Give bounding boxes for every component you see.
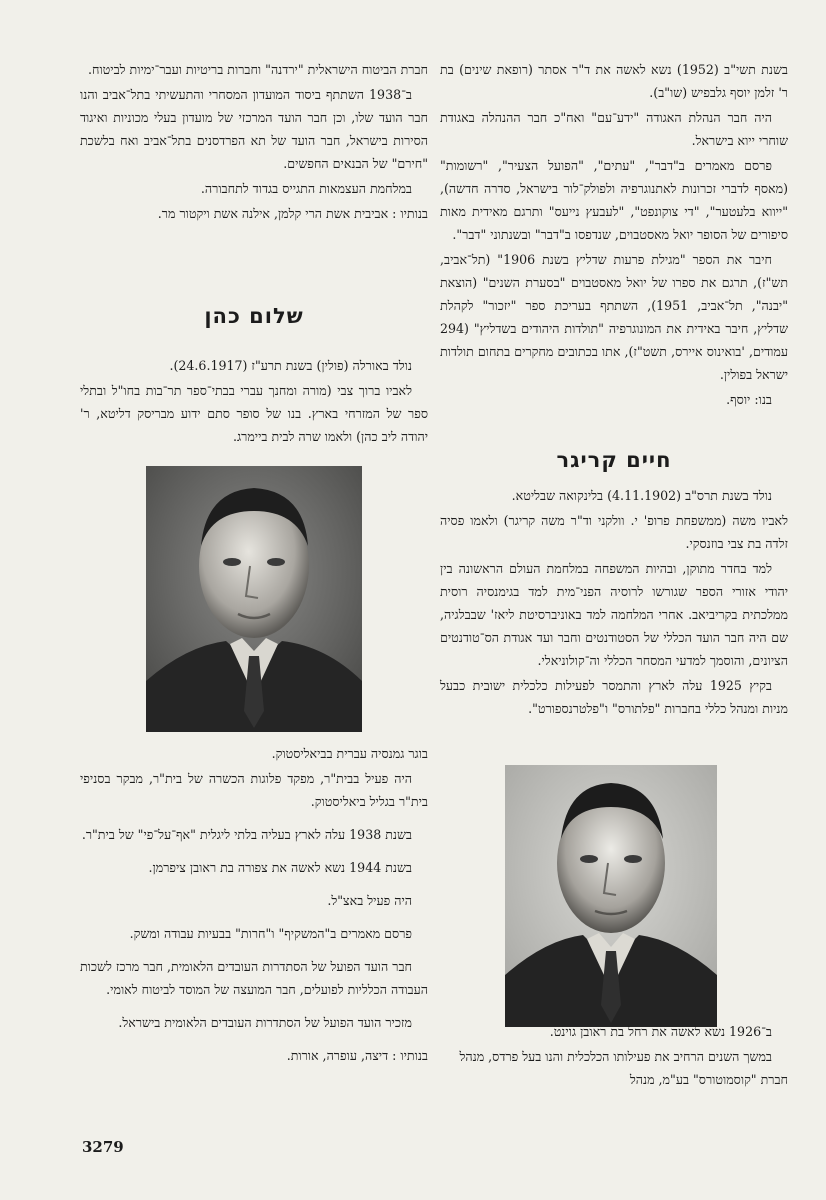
paragraph: פרסם מאמרים ב"המשקיף" ו"חרות" בבעיות עבודה ומשק.: [129, 926, 412, 941]
paragraph: במשך השנים הרחיב את פעילותו הכלכלית והנו בעל פרדס, מנהל חברת "קוסמוטורס" בע"מ, מנהל: [459, 1049, 788, 1087]
paragraph: למד בחדר מתוקן, ובהיות המשפחה במלחמת העולם הראשונה בין יהודי אזורי הספר שגורשו לרוסיה הפני־מית למד בגימנסיה רוסית ממלכתית בקריביאב. אחרי המלחמה למד באוניברסיטת ליאז' שבבלגיה, שם היה חבר הועד הכללי של הסטודנטים וחבר ועד אגודת הס־טודנטים הציונים, והוסמך למדעי המסחר הכללי וה־קולוניאלי.: [440, 561, 788, 668]
paragraph: לאביו ברוך צבי (מורה ומחנך עברי בבתי־ספר תר־בות בחו"ל ובתלי ספר של המזרחי בארץ. בנו של סופר סתם ידוע מבריסק דליטא, ר' יהודה ליב כהן) ולאמו שרה לבית ביימרג.: [80, 383, 428, 444]
left-column-top: [80, 58, 428, 227]
paragraph: בנו: יוסף.: [726, 392, 772, 407]
paragraph: במלחמת העצמאות התגייס בגדוד לתחבורה.: [200, 181, 412, 196]
paragraph: מזכיר הועד הפועל של הסתדרות העובדים הלאומית בישראל.: [118, 1015, 412, 1030]
portrait-image: [146, 466, 362, 732]
portrait-image: [505, 765, 717, 1027]
paragraph: חבר הועד הפועל של הסתדרות העובדים הלאומית, חבר מרכז לשכות העבודה הכלליות לפועלים, חבר המועצה של המוסד לביטוח לאומי.: [80, 959, 428, 997]
paragraph: חיבר את הספר "מגילת פרעות שדליץ בשנת 1906" (תל־אביב, תש"ז), תרגם את ספרו של יואל מאסטבוים "בסערת השנים" (הוצאת "יבנה", תל־אביב, 1951), השתתף בעריכת ספר "יזכור" לקהלת שדליץ, חיבר באידית את המונוגרפיה "תולדות היהודים בשדליץ" (294 עמודים, 'בואינוס איירס, תשט"ז), אתו בכתובים מחקרים בתחום תולדות ישראל בפולין.: [440, 252, 788, 382]
paragraph: בנותיו : אביבית אשת הרי קלמן, אילנה אשת ויקטור מר.: [157, 206, 428, 221]
entry-heading-kahan: שלום כהן: [204, 304, 304, 328]
paragraph: בשנת תשי"ב (1952) נשא לאשה את ד"ר אסתר (רופאת שינים) בת ר' זלמן יוסף גלבפיש (שו"ב).: [440, 62, 788, 100]
right-column-bottom: [440, 1020, 788, 1093]
paragraph: היה פעיל בבית"ר, מפקד פלוגות הכשרה של בית"ר, מבקר בסניפי בית"ר בגליל ביאליסטוק.: [80, 771, 428, 809]
portrait-photo-kahan: [146, 466, 362, 732]
paragraph: בשנת 1938 עלה לארץ בעליה בלתי ליגלית "אף־על־פי" של בית"ר.: [81, 827, 412, 842]
page-number: 3279: [82, 1138, 124, 1156]
paragraph: בוגר גמנסיה עברית בביאליסטוק.: [271, 746, 428, 761]
paragraph: בנותיו : דיצה, עופרה, אורות.: [286, 1048, 428, 1063]
portrait-photo-krieger: [505, 765, 717, 1027]
paragraph: ב־1926 נשא לאשה את רחל בת ראובן גוינט.: [549, 1024, 772, 1039]
paragraph: לאביו משה (ממשפחת פרופ' י. וולקני וד"ר משה קריגר) ולאמו פסיה זלדה בת צבי בוזנסקי.: [440, 513, 788, 551]
left-column-bottom: [80, 742, 428, 1069]
paragraph: בשנת 1944 נשא לאשה את צפורה בת ראובן ציפרמן.: [148, 860, 412, 875]
right-column-top: [440, 58, 788, 413]
paragraph: היה חבר הנהלת האגודה "ידע־עם" ואח"כ חבר ההנהלה באגודת שוחרי ייוא בישראל.: [440, 110, 788, 148]
entry-heading-krieger: חיים קריגר: [556, 448, 672, 472]
paragraph: נולד באורלה (פולין) בשנת תרע"ז (24.6.1917).: [169, 358, 412, 373]
paragraph: פרסם מאמרים ב"דבר", "עתים", "הפועל הצעיר", "רשומות" (מאסף לדברי זכרונות לאתנוגרפיה ולפולק־לור בישראל, סדרה חדשה), "ייווא בלעטער", "די צוקונפט", "לעבעץ נייעס" ותרגם מאידית מאות סיפורים של הסופר יואל מאסטבוים, שנדפסו ב"דבר" ובשנתוני "דבר".: [440, 158, 788, 242]
paragraph: חברת הביטוח הישראלית "ירדנה" וחברות בריטיות ועבר־ימיות לביטוח.: [87, 62, 428, 77]
paragraph: היה פעיל באצ"ל.: [327, 893, 412, 908]
paragraph: נולד בשנת תרס"ב (4.11.1902) בלינקואה שבליטא.: [511, 488, 772, 503]
right-column-mid: [440, 484, 788, 722]
paragraph: בקיץ 1925 עלה לארץ והתמסר לפעילות כלכלית ישובית כבעל מניות ומנהל כללי בחברות "פלתורס" ו"פלטרנספורט".: [440, 678, 788, 716]
left-column-mid: [80, 354, 428, 450]
paragraph: ב־1938 השתתף ביסוד המועדון המסחרי והתעשיתי בתל־אביב והנו חבר הועד שלו, וכן חבר הועד המרכזי של מועדון בעלי מכוניות ואיגוד הסירות בישראל, חבר הועד של תא הפרדסנים בתל־אביב ואח בלשכת "חירם" של הבנאים החפשים.: [80, 87, 428, 171]
